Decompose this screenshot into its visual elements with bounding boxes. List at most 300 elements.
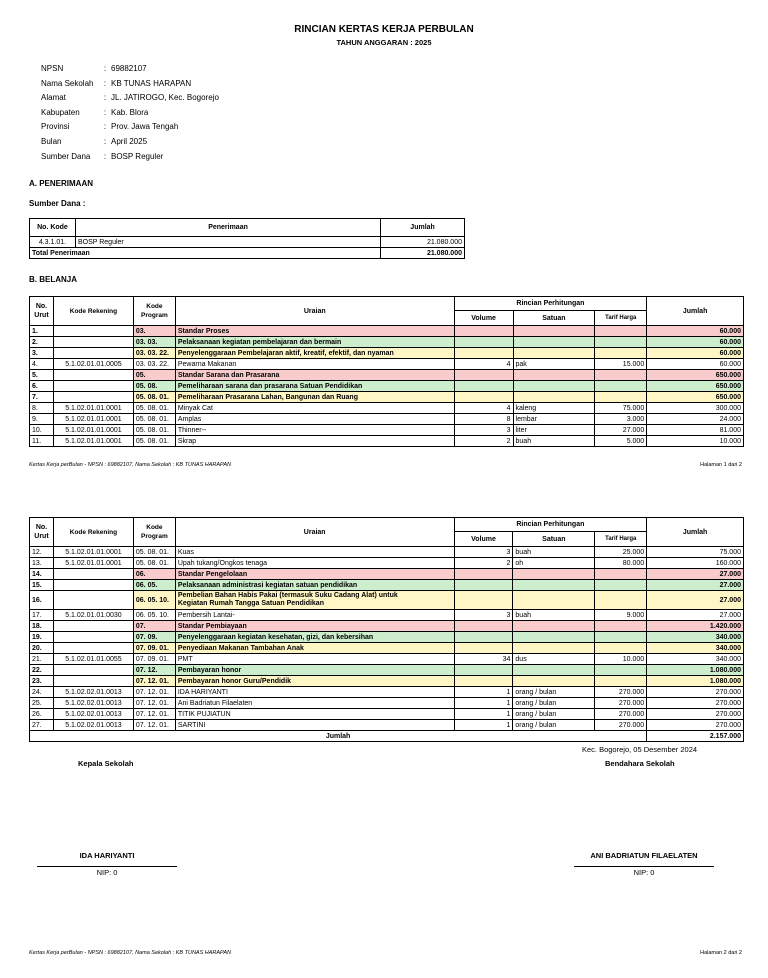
cell-no: 23. bbox=[30, 676, 54, 687]
kepala-sekolah-nip: NIP: 0 bbox=[96, 868, 118, 877]
info-colon: : bbox=[103, 78, 107, 88]
cell-satuan bbox=[513, 381, 595, 392]
cell-kode-rekening bbox=[53, 392, 133, 403]
cell-volume: 34 bbox=[454, 654, 513, 665]
document-subtitle: TAHUN ANGGARAN : 2025 bbox=[336, 38, 432, 47]
cell-tarif: 10.000 bbox=[595, 654, 647, 665]
section-penerimaan-title: A. PENERIMAAN bbox=[29, 179, 94, 188]
cell-kode-program: 07. 12. bbox=[133, 665, 175, 676]
table-row bbox=[30, 237, 465, 248]
cell-volume bbox=[454, 337, 513, 348]
cell-uraian: Kuas bbox=[175, 547, 454, 558]
info-colon: : bbox=[103, 151, 107, 161]
cell-volume: 4 bbox=[454, 359, 513, 370]
cell-uraian: Amplas bbox=[175, 414, 454, 425]
sumber-dana-label: Sumber Dana : bbox=[29, 199, 86, 208]
cell-kode-program: 07. 12. 01. bbox=[133, 720, 175, 731]
table-row bbox=[30, 643, 744, 654]
table-row bbox=[30, 547, 744, 558]
header-volume: Volume bbox=[454, 311, 513, 326]
cell-kode-rekening bbox=[53, 632, 133, 643]
header-no-kode: No. Kode bbox=[30, 219, 76, 237]
cell-volume: 2 bbox=[454, 558, 513, 569]
cell-volume bbox=[454, 643, 513, 654]
cell-uraian: Pelaksanaan administrasi kegiatan satuan pendidikan bbox=[175, 580, 454, 591]
cell-kode-rekening: 5.1.02.01.01.0001 bbox=[53, 436, 133, 447]
info-key: NPSN bbox=[41, 64, 64, 73]
header-tarif: Tarif Harga bbox=[595, 532, 647, 547]
header-kode-rekening: Kode Rekening bbox=[53, 297, 133, 326]
cell-jumlah: 10.000 bbox=[647, 436, 744, 447]
header-no-urut: No. Urut bbox=[30, 297, 54, 326]
cell-volume bbox=[454, 665, 513, 676]
info-key: Kabupaten bbox=[41, 107, 80, 117]
cell-volume bbox=[454, 326, 513, 337]
footer-left-page1: Kertas Kerja perBulan - NPSN : 69882107, Nama Sekolah : KB TUNAS HARAPAN bbox=[29, 462, 231, 468]
cell-kode-rekening: 5.1.02.01.01.0001 bbox=[53, 414, 133, 425]
cell-jumlah: 75.000 bbox=[647, 547, 744, 558]
table-row bbox=[30, 610, 744, 621]
header-volume: Volume bbox=[454, 532, 513, 547]
belanja-table-page1 bbox=[29, 296, 744, 447]
cell-uraian: TITIK PUJIATUN bbox=[175, 709, 454, 720]
cell-jumlah: 340.000 bbox=[647, 632, 744, 643]
cell-kode-rekening bbox=[53, 348, 133, 359]
info-value: Prov. Jawa Tengah bbox=[111, 122, 179, 132]
cell-jumlah: 650.000 bbox=[647, 370, 744, 381]
cell-kode-rekening: 5.1.02.02.01.0013 bbox=[53, 687, 133, 698]
cell-no: 6. bbox=[30, 381, 54, 392]
cell-jumlah: 1.080.000 bbox=[647, 665, 744, 676]
cell-kode-program: 07. 09. 01. bbox=[133, 654, 175, 665]
signature-line-right bbox=[574, 866, 714, 867]
cell-satuan: dus bbox=[513, 654, 595, 665]
header-satuan: Satuan bbox=[513, 532, 595, 547]
cell-satuan bbox=[513, 326, 595, 337]
info-key: Nama Sekolah bbox=[41, 78, 94, 88]
cell-tarif bbox=[595, 569, 647, 580]
cell-jumlah: 270.000 bbox=[647, 709, 744, 720]
cell-jumlah: 650.000 bbox=[647, 381, 744, 392]
cell-kode-program: 06. 05. 10. bbox=[133, 591, 175, 610]
table-row bbox=[30, 381, 744, 392]
table-row bbox=[30, 569, 744, 580]
cell-no: 2. bbox=[30, 337, 54, 348]
cell-satuan bbox=[513, 621, 595, 632]
cell-kode-program: 07. bbox=[133, 621, 175, 632]
header-no-urut: No. Urut bbox=[30, 518, 54, 547]
cell-tarif: 5.000 bbox=[595, 436, 647, 447]
header-kode-program: Kode Program bbox=[133, 518, 175, 547]
cell-kode-rekening: 5.1.02.02.01.0013 bbox=[53, 709, 133, 720]
info-row bbox=[41, 120, 219, 135]
cell-jumlah: 60.000 bbox=[647, 359, 744, 370]
cell-jumlah: 340.000 bbox=[647, 643, 744, 654]
cell-jumlah: 27.000 bbox=[647, 569, 744, 580]
cell-uraian: Penyediaan Makanan Tambahan Anak bbox=[175, 643, 454, 654]
cell-satuan: buah bbox=[513, 547, 595, 558]
cell-kode-rekening bbox=[53, 569, 133, 580]
place-date: Kec. Bogorejo, 05 Desember 2024 bbox=[582, 745, 698, 754]
table-row bbox=[30, 403, 744, 414]
table-row bbox=[30, 558, 744, 569]
cell-tarif: 270.000 bbox=[595, 687, 647, 698]
table-row bbox=[30, 370, 744, 381]
table-row bbox=[30, 687, 744, 698]
section-belanja-title: B. BELANJA bbox=[29, 275, 78, 284]
table-row bbox=[30, 348, 744, 359]
penerimaan-name: BOSP Reguler bbox=[75, 237, 380, 248]
cell-jumlah: 1.080.000 bbox=[647, 676, 744, 687]
cell-kode-rekening bbox=[53, 337, 133, 348]
cell-kode-program: 05. bbox=[133, 370, 175, 381]
cell-satuan: orang / bulan bbox=[513, 709, 595, 720]
table-row bbox=[30, 392, 744, 403]
header-penerimaan: Penerimaan bbox=[75, 219, 380, 237]
cell-no: 3. bbox=[30, 348, 54, 359]
cell-uraian: Pembelian Bahan Habis Pakai (termasuk Suku Cadang Alat) untuk Kegiatan Rumah Tangga Satuan Pendidikan bbox=[175, 591, 454, 610]
header-jumlah: Jumlah bbox=[381, 219, 465, 237]
table-row bbox=[30, 654, 744, 665]
cell-satuan: lembar bbox=[513, 414, 595, 425]
cell-volume bbox=[454, 580, 513, 591]
cell-satuan: orang / bulan bbox=[513, 720, 595, 731]
footer-page1: Halaman 1 dari 2 bbox=[700, 462, 742, 468]
cell-satuan: orang / bulan bbox=[513, 698, 595, 709]
cell-jumlah: 27.000 bbox=[647, 591, 744, 610]
cell-jumlah: 27.000 bbox=[647, 610, 744, 621]
cell-kode-program: 03. bbox=[133, 326, 175, 337]
table-row bbox=[30, 359, 744, 370]
cell-no: 21. bbox=[30, 654, 54, 665]
table-row bbox=[30, 425, 744, 436]
cell-uraian: Penyelenggaraan kegiatan kesehatan, gizi, dan kebersihan bbox=[175, 632, 454, 643]
cell-volume bbox=[454, 676, 513, 687]
total-penerimaan-value: 21.080.000 bbox=[381, 248, 465, 259]
cell-satuan bbox=[513, 337, 595, 348]
info-value: JL. JATIROGO, Kec. Bogorejo bbox=[111, 93, 219, 103]
cell-no: 7. bbox=[30, 392, 54, 403]
bendahara-title: Bendahara Sekolah bbox=[605, 759, 675, 768]
cell-no: 14. bbox=[30, 569, 54, 580]
footer-left-page2: Kertas Kerja perBulan - NPSN : 69882107, Nama Sekolah : KB TUNAS HARAPAN bbox=[29, 950, 231, 956]
cell-satuan: pak bbox=[513, 359, 595, 370]
cell-kode-program: 06. 05. bbox=[133, 580, 175, 591]
cell-jumlah: 270.000 bbox=[647, 698, 744, 709]
cell-kode-program: 07. 12. 01. bbox=[133, 709, 175, 720]
cell-tarif: 75.000 bbox=[595, 403, 647, 414]
info-row bbox=[41, 150, 219, 165]
cell-uraian: Pembersih Lantai- bbox=[175, 610, 454, 621]
cell-no: 5. bbox=[30, 370, 54, 381]
cell-kode-program: 05. 08. 01. bbox=[133, 558, 175, 569]
info-row bbox=[41, 91, 219, 106]
cell-kode-rekening bbox=[53, 580, 133, 591]
info-row bbox=[41, 106, 219, 121]
cell-kode-program: 03. 03. 22. bbox=[133, 348, 175, 359]
signature-line-left bbox=[37, 866, 177, 867]
cell-kode-rekening: 5.1.02.02.01.0013 bbox=[53, 720, 133, 731]
cell-volume: 1 bbox=[454, 709, 513, 720]
table-row bbox=[30, 326, 744, 337]
info-value: 69882107 bbox=[111, 64, 147, 73]
header-rincian: Rincian Perhitungan bbox=[454, 518, 647, 532]
cell-tarif: 27.000 bbox=[595, 425, 647, 436]
cell-volume: 2 bbox=[454, 436, 513, 447]
cell-satuan bbox=[513, 580, 595, 591]
cell-no: 19. bbox=[30, 632, 54, 643]
cell-kode-rekening: 5.1.02.01.01.0001 bbox=[53, 425, 133, 436]
cell-no: 16. bbox=[30, 591, 54, 610]
cell-kode-rekening bbox=[53, 643, 133, 654]
cell-kode-rekening bbox=[53, 326, 133, 337]
cell-tarif: 15.000 bbox=[595, 359, 647, 370]
cell-no: 8. bbox=[30, 403, 54, 414]
table-row bbox=[30, 414, 744, 425]
cell-jumlah: 1.420.000 bbox=[647, 621, 744, 632]
kepala-sekolah-name: IDA HARIYANTI bbox=[79, 851, 135, 860]
cell-kode-program: 07. 12. 01. bbox=[133, 676, 175, 687]
table-row bbox=[30, 632, 744, 643]
cell-satuan bbox=[513, 591, 595, 610]
cell-no: 27. bbox=[30, 720, 54, 731]
table-row bbox=[30, 580, 744, 591]
cell-kode-program: 06. bbox=[133, 569, 175, 580]
cell-satuan: liter bbox=[513, 425, 595, 436]
cell-tarif bbox=[595, 326, 647, 337]
cell-no: 18. bbox=[30, 621, 54, 632]
cell-jumlah: 81.000 bbox=[647, 425, 744, 436]
cell-volume bbox=[454, 621, 513, 632]
cell-no: 9. bbox=[30, 414, 54, 425]
cell-satuan bbox=[513, 632, 595, 643]
info-value: KB TUNAS HARAPAN bbox=[111, 78, 192, 88]
cell-kode-program: 05. 08. 01. bbox=[133, 414, 175, 425]
cell-uraian: Pelaksanaan kegiatan pembelajaran dan bermain bbox=[175, 337, 454, 348]
belanja-table-page2 bbox=[29, 517, 744, 742]
cell-volume: 8 bbox=[454, 414, 513, 425]
cell-tarif bbox=[595, 643, 647, 654]
cell-tarif: 270.000 bbox=[595, 720, 647, 731]
bendahara-name: ANI BADRIATUN FILAELATEN bbox=[590, 851, 698, 860]
cell-uraian: Standar Proses bbox=[175, 326, 454, 337]
info-value: Kab. Blora bbox=[111, 107, 149, 117]
cell-tarif: 9.000 bbox=[595, 610, 647, 621]
cell-kode-rekening: 5.1.02.01.01.0001 bbox=[53, 558, 133, 569]
cell-tarif bbox=[595, 370, 647, 381]
cell-volume: 1 bbox=[454, 698, 513, 709]
cell-volume: 3 bbox=[454, 547, 513, 558]
cell-volume: 1 bbox=[454, 720, 513, 731]
cell-volume: 1 bbox=[454, 687, 513, 698]
table-row bbox=[30, 720, 744, 731]
cell-uraian: Thinner-- bbox=[175, 425, 454, 436]
cell-jumlah: 340.000 bbox=[647, 654, 744, 665]
table-row bbox=[30, 436, 744, 447]
cell-jumlah: 60.000 bbox=[647, 348, 744, 359]
cell-kode-program: 06. 05. 10. bbox=[133, 610, 175, 621]
cell-kode-program: 07. 09. 01. bbox=[133, 643, 175, 654]
cell-tarif bbox=[595, 676, 647, 687]
cell-volume: 3 bbox=[454, 610, 513, 621]
cell-kode-program: 07. 12. 01. bbox=[133, 698, 175, 709]
header-jumlah: Jumlah bbox=[647, 297, 744, 326]
table-row-total bbox=[30, 731, 744, 742]
table-row-total bbox=[30, 248, 465, 259]
cell-kode-rekening: 5.1.02.01.01.0001 bbox=[53, 547, 133, 558]
cell-kode-program: 07. 09. bbox=[133, 632, 175, 643]
cell-uraian: Penyelenggaraan Pembelajaran aktif, kreatif, efektif, dan nyaman bbox=[175, 348, 454, 359]
info-colon: : bbox=[103, 107, 107, 117]
cell-kode-program: 05. 08. 01. bbox=[133, 425, 175, 436]
cell-no: 4. bbox=[30, 359, 54, 370]
cell-no: 22. bbox=[30, 665, 54, 676]
cell-jumlah: 270.000 bbox=[647, 687, 744, 698]
header-rincian: Rincian Perhitungan bbox=[454, 297, 647, 311]
cell-tarif bbox=[595, 348, 647, 359]
cell-volume bbox=[454, 348, 513, 359]
cell-uraian: Minyak Cat bbox=[175, 403, 454, 414]
cell-kode-rekening: 5.1.02.01.01.0001 bbox=[53, 403, 133, 414]
table-row bbox=[30, 676, 744, 687]
bendahara-nip: NIP: 0 bbox=[633, 868, 655, 877]
cell-satuan: oh bbox=[513, 558, 595, 569]
cell-kode-program: 03. 03. 22. bbox=[133, 359, 175, 370]
cell-volume: 3 bbox=[454, 425, 513, 436]
cell-uraian: PMT bbox=[175, 654, 454, 665]
cell-kode-program: 03. 03. bbox=[133, 337, 175, 348]
cell-uraian: Pemeliharaan Prasarana Lahan, Bangunan dan Ruang bbox=[175, 392, 454, 403]
kepala-sekolah-title: Kepala Sekolah bbox=[78, 759, 134, 768]
cell-tarif bbox=[595, 665, 647, 676]
cell-satuan: buah bbox=[513, 610, 595, 621]
cell-volume: 4 bbox=[454, 403, 513, 414]
cell-jumlah: 24.000 bbox=[647, 414, 744, 425]
cell-jumlah: 27.000 bbox=[647, 580, 744, 591]
cell-jumlah: 60.000 bbox=[647, 337, 744, 348]
cell-tarif bbox=[595, 632, 647, 643]
cell-satuan bbox=[513, 665, 595, 676]
cell-no: 13. bbox=[30, 558, 54, 569]
cell-no: 1. bbox=[30, 326, 54, 337]
info-key: Provinsi bbox=[41, 122, 70, 132]
info-key: Bulan bbox=[41, 136, 62, 146]
cell-jumlah: 300.000 bbox=[647, 403, 744, 414]
cell-tarif: 270.000 bbox=[595, 698, 647, 709]
penerimaan-table bbox=[29, 218, 465, 259]
table-row bbox=[30, 665, 744, 676]
cell-uraian: Upah tukang/Ongkos tenaga bbox=[175, 558, 454, 569]
cell-tarif: 3.000 bbox=[595, 414, 647, 425]
info-value: April 2025 bbox=[111, 136, 148, 146]
cell-kode-rekening bbox=[53, 370, 133, 381]
total-value: 2.157.000 bbox=[647, 731, 744, 742]
cell-tarif: 270.000 bbox=[595, 709, 647, 720]
cell-uraian: Standar Sarana dan Prasarana bbox=[175, 370, 454, 381]
cell-no: 24. bbox=[30, 687, 54, 698]
cell-no: 17. bbox=[30, 610, 54, 621]
cell-satuan bbox=[513, 676, 595, 687]
info-value: BOSP Reguler bbox=[111, 151, 164, 161]
info-colon: : bbox=[103, 64, 107, 73]
cell-no: 11. bbox=[30, 436, 54, 447]
table-row bbox=[30, 709, 744, 720]
cell-uraian: Pembayaran honor Guru/Pendidik bbox=[175, 676, 454, 687]
cell-volume bbox=[454, 381, 513, 392]
cell-kode-program: 05. 08. bbox=[133, 381, 175, 392]
cell-volume bbox=[454, 569, 513, 580]
cell-no: 10. bbox=[30, 425, 54, 436]
cell-volume bbox=[454, 392, 513, 403]
cell-jumlah: 160.000 bbox=[647, 558, 744, 569]
cell-satuan: orang / bulan bbox=[513, 687, 595, 698]
cell-no: 20. bbox=[30, 643, 54, 654]
cell-uraian: Standar Pembiayaan bbox=[175, 621, 454, 632]
penerimaan-kode: 4.3.1.01. bbox=[30, 237, 76, 248]
cell-satuan: buah bbox=[513, 436, 595, 447]
cell-kode-rekening: 5.1.02.01.01.0030 bbox=[53, 610, 133, 621]
info-row bbox=[41, 77, 219, 92]
cell-kode-rekening bbox=[53, 665, 133, 676]
info-key: Alamat bbox=[41, 93, 66, 103]
header-tarif: Tarif Harga bbox=[595, 311, 647, 326]
cell-uraian: Pewarna Makanan bbox=[175, 359, 454, 370]
cell-uraian: Skrap bbox=[175, 436, 454, 447]
header-uraian: Uraian bbox=[175, 518, 454, 547]
cell-tarif bbox=[595, 621, 647, 632]
cell-jumlah: 60.000 bbox=[647, 326, 744, 337]
cell-uraian: SARTINI bbox=[175, 720, 454, 731]
cell-kode-rekening bbox=[53, 676, 133, 687]
cell-kode-rekening bbox=[53, 621, 133, 632]
cell-volume bbox=[454, 632, 513, 643]
cell-satuan bbox=[513, 370, 595, 381]
info-colon: : bbox=[103, 122, 107, 132]
header-jumlah: Jumlah bbox=[647, 518, 744, 547]
header-satuan: Satuan bbox=[513, 311, 595, 326]
cell-tarif bbox=[595, 337, 647, 348]
header-uraian: Uraian bbox=[175, 297, 454, 326]
cell-no: 12. bbox=[30, 547, 54, 558]
cell-no: 26. bbox=[30, 709, 54, 720]
cell-kode-rekening bbox=[53, 591, 133, 610]
cell-kode-program: 05. 08. 01. bbox=[133, 392, 175, 403]
cell-kode-program: 05. 08. 01. bbox=[133, 547, 175, 558]
document-title: RINCIAN KERTAS KERJA PERBULAN bbox=[294, 24, 474, 35]
cell-tarif bbox=[595, 580, 647, 591]
cell-kode-program: 07. 12. 01. bbox=[133, 687, 175, 698]
cell-kode-rekening: 5.1.02.01.01.0055 bbox=[53, 654, 133, 665]
cell-jumlah: 650.000 bbox=[647, 392, 744, 403]
cell-satuan bbox=[513, 348, 595, 359]
cell-volume bbox=[454, 370, 513, 381]
cell-tarif bbox=[595, 392, 647, 403]
cell-no: 15. bbox=[30, 580, 54, 591]
footer-page2: Halaman 2 dari 2 bbox=[700, 950, 742, 956]
cell-kode-program: 05. 08. 01. bbox=[133, 403, 175, 414]
header-kode-program: Kode Program bbox=[133, 297, 175, 326]
cell-no: 25. bbox=[30, 698, 54, 709]
table-row bbox=[30, 698, 744, 709]
cell-tarif: 80.000 bbox=[595, 558, 647, 569]
total-label: Jumlah bbox=[30, 731, 647, 742]
table-row bbox=[30, 337, 744, 348]
cell-satuan: kaleng bbox=[513, 403, 595, 414]
table-row bbox=[30, 591, 744, 610]
penerimaan-jumlah: 21.080.000 bbox=[381, 237, 465, 248]
info-colon: : bbox=[103, 136, 107, 146]
info-row bbox=[41, 135, 219, 150]
